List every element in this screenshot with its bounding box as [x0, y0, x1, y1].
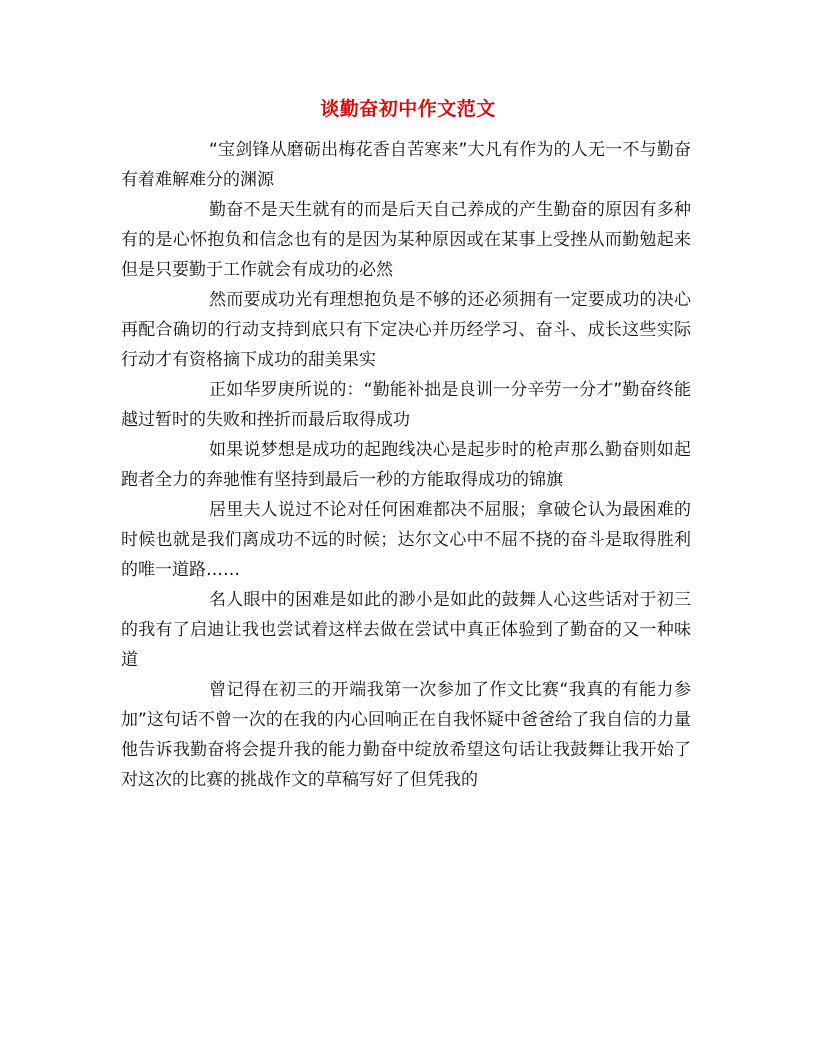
document-title: 谈勤奋初中作文范文 — [320, 98, 496, 120]
paragraph: 居里夫人说过不论对任何困难都决不屈服；拿破仑认为最困难的时候也就是我们离成功不远的时候；达尔文心中不屈不挠的奋斗是取得胜利的唯一道路…… — [121, 500, 691, 580]
paragraph: 如果说梦想是成功的起跑线决心是起步时的枪声那么勤奋则如起跑者全力的奔驰惟有坚持到最后一秒的方能取得成功的锦旗 — [121, 440, 691, 490]
paragraph: 正如华罗庚所说的：“勤能补拙是良训一分辛劳一分才”勤奋终能越过暂时的失败和挫折而最后取得成功 — [121, 380, 691, 430]
paragraph: “宝剑锋从磨砺出梅花香自苦寒来”大凡有作为的人无一不与勤奋有着难解难分的渊源 — [121, 140, 691, 190]
paragraph: 勤奋不是天生就有的而是后天自己养成的产生勤奋的原因有多种有的是心怀抱负和信念也有的是因为某种原因或在某事上受挫从而勤勉起来但是只要勤于工作就会有成功的必然 — [121, 200, 691, 280]
document-body — [121, 135, 691, 795]
paragraph: 曾记得在初三的开端我第一次参加了作文比赛“我真的有能力参加”这句话不曾一次的在我的内心回响正在自我怀疑中爸爸给了我自信的力量他告诉我勤奋将会提升我的能力勤奋中绽放希望这句话让我鼓舞让我开始了对这次的比赛的挑战作文的草稿写好了但凭我的 — [121, 680, 691, 790]
paragraph: 然而要成功光有理想抱负是不够的还必须拥有一定要成功的决心再配合确切的行动支持到底只有下定决心并历经学习、奋斗、成长这些实际行动才有资格摘下成功的甜美果实 — [121, 290, 691, 370]
paragraph: 名人眼中的困难是如此的渺小是如此的鼓舞人心这些话对于初三的我有了启迪让我也尝试着这样去做在尝试中真正体验到了勤奋的又一种味道 — [121, 590, 691, 670]
